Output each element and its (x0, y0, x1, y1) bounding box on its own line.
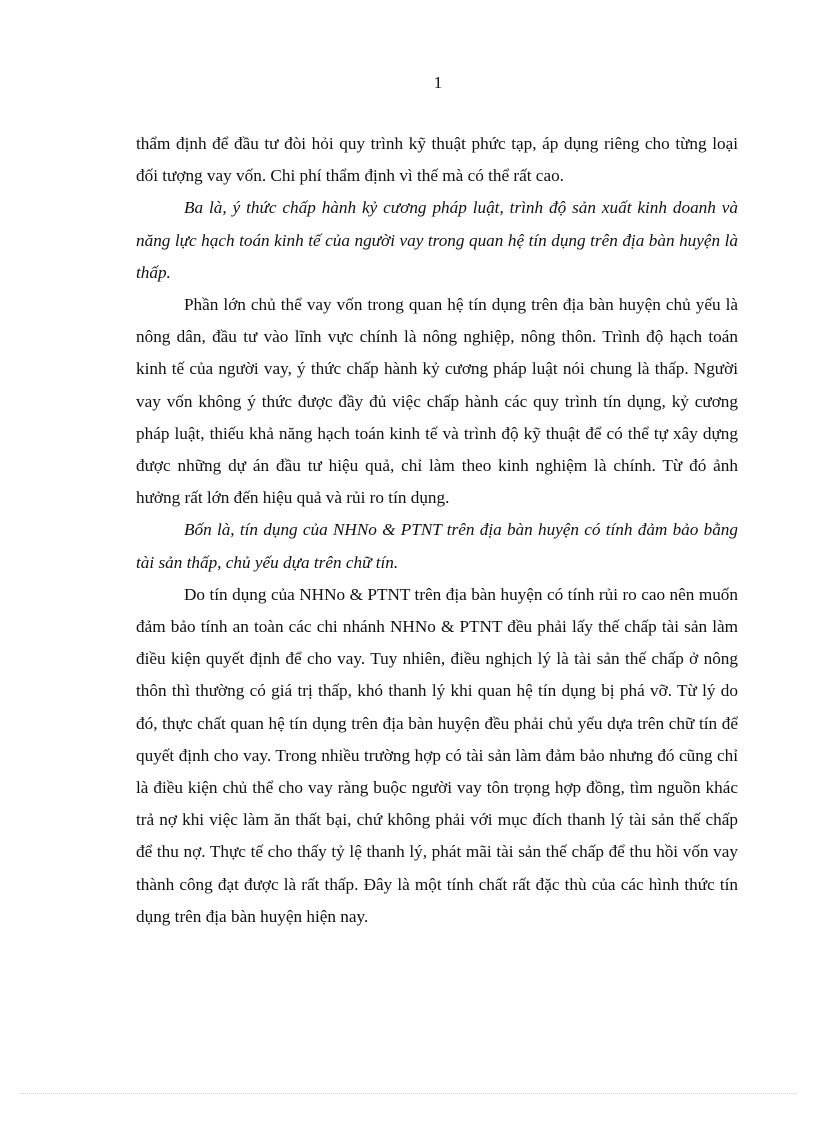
paragraph-heading-bon-la: Bốn là, tín dụng của NHNo & PTNT trên địa bàn huyện có tính đảm bảo bằng tài sản thấp, chủ yếu dựa trên chữ tín. (136, 520, 738, 572)
paragraph-collateral: Do tín dụng của NHNo & PTNT trên địa bàn huyện có tính rủi ro cao nên muốn đảm bảo tính an toàn các chi nhánh NHNo & PTNT đều phải lấy thế chấp tài sản làm điều kiện quyết định để cho vay. Tuy nhiên, điều nghịch lý là tài sản thế chấp ở nông thôn thì thường có giá trị thấp, khó thanh lý khi quan hệ tín dụng bị phá vỡ. Từ lý do đó, thực chất quan hệ tín dụng trên địa bàn huyện đều phải chủ yếu dựa trên chữ tín để quyết định cho vay. Trong nhiều trường hợp có tài sản làm đảm bảo nhưng đó cũng chỉ là điều kiện chủ thể cho vay ràng buộc người vay tôn trọng hợp đồng, tìm nguồn khác trả nợ khi việc làm ăn thất bại, chứ không phải với mục đích thanh lý tài sản thế chấp để thu nợ. Thực tế cho thấy tỷ lệ thanh lý, phát mãi tài sản thế chấp để thu hồi vốn vay thành công đạt được là rất thấp. Đây là một tính chất rất đặc thù của các hình thức tín dụng trên địa bàn huyện hiện nay. (136, 584, 738, 926)
page-number: 1 (433, 73, 443, 92)
paragraph-continuation: thẩm định để đầu tư đòi hỏi quy trình kỹ thuật phức tạp, áp dụng riêng cho từng loại đối tượng vay vốn. Chi phí thẩm định vì thế mà có thể rất cao. (136, 134, 738, 186)
page-bottom-divider (20, 1093, 796, 1094)
document-body (136, 128, 738, 933)
paragraph-heading-ba-la: Ba là, ý thức chấp hành kỷ cương pháp luật, trình độ sản xuất kinh doanh và năng lực hạch toán kinh tế của người vay trong quan hệ tín dụng trên địa bàn huyện là thấp. (136, 198, 738, 282)
paragraph-borrower-capacity: Phần lớn chủ thể vay vốn trong quan hệ tín dụng trên địa bàn huyện chủ yếu là nông dân, đầu tư vào lĩnh vực chính là nông nghiệp, nông thôn. Trình độ hạch toán kinh tế của người vay, ý thức chấp hành kỷ cương pháp luật nói chung là thấp. Người vay vốn không ý thức được đầy đủ việc chấp hành các quy trình tín dụng, kỷ cương pháp luật, thiếu khả năng hạch toán kinh tế và trình độ kỹ thuật để có thể tự xây dựng được những dự án đầu tư hiệu quả, chỉ làm theo kinh nghiệm là chính. Từ đó ảnh hưởng rất lớn đến hiệu quả và rủi ro tín dụng. (136, 295, 738, 508)
